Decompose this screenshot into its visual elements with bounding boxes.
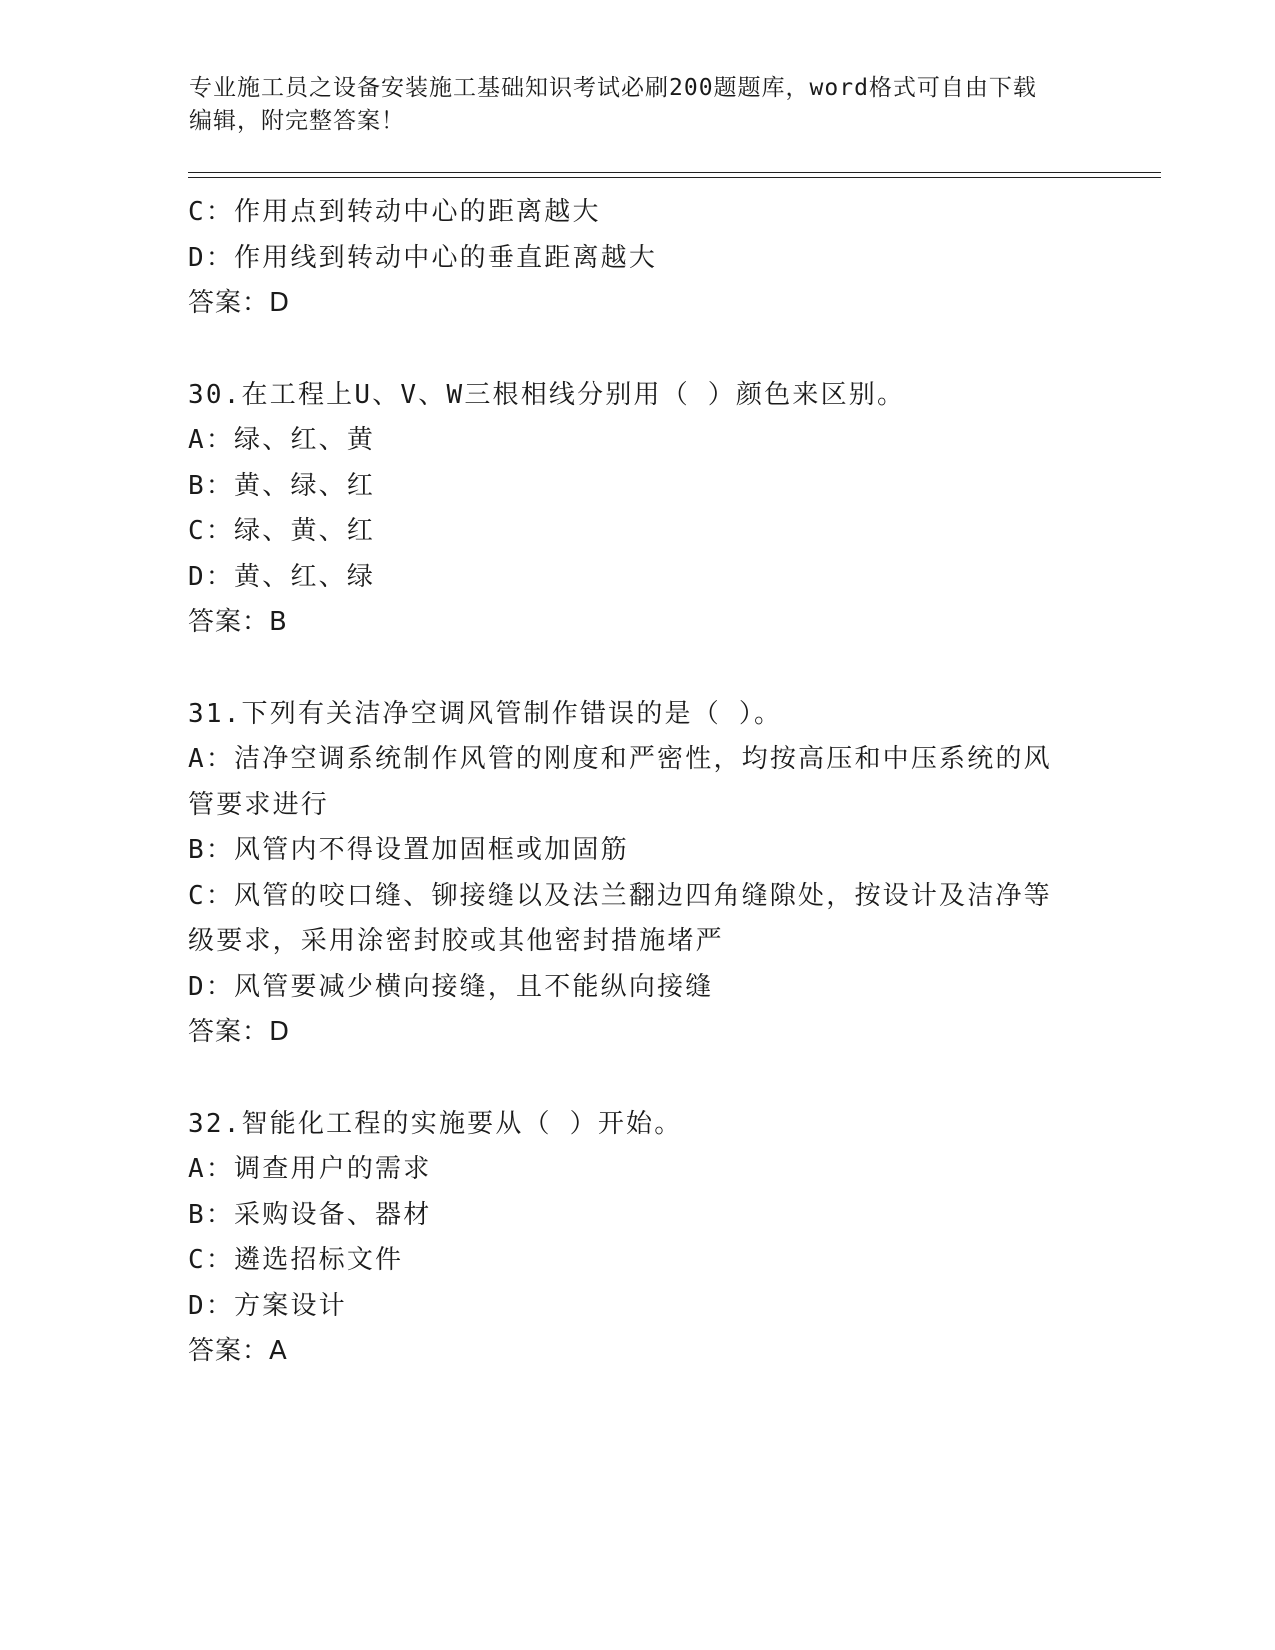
option-c: C：作用点到转动中心的距离越大 [188,197,601,227]
question-30 [188,373,1088,646]
option-a-continued: 管要求进行 [188,789,330,820]
answer: 答案：D [188,288,291,318]
question-32 [188,1102,1088,1375]
option-a: A：洁净空调系统制作风管的刚度和严密性，均按高压和中压系统的风 [188,744,1052,774]
option-a: A：绿、红、黄 [188,425,376,455]
option-c: C：绿、黄、红 [188,516,376,546]
option-c: C：风管的咬口缝、铆接缝以及法兰翻边四角缝隙处，按设计及洁净等 [188,880,1052,911]
option-a: A：调查用户的需求 [188,1154,432,1184]
header-title-line-2: 编辑，附完整答案！ [189,108,405,134]
question-stem: 31.下列有关洁净空调风管制作错误的是（ ）。 [188,698,783,729]
answer: 答案：B [188,607,288,637]
header-rule-bottom [188,177,1161,178]
option-b: B：风管内不得设置加固框或加固筋 [188,835,629,865]
answer: 答案：D [188,1017,291,1047]
option-b: B：采购设备、器材 [188,1199,432,1230]
header-rule-top [188,172,1161,173]
option-c: C：遴选招标文件 [188,1245,404,1275]
question-29-tail [188,190,1088,327]
option-d: D：风管要减少横向接缝，且不能纵向接缝 [188,971,714,1002]
question-stem: 30.在工程上U、V、W三根相线分别用（ ）颜色来区别。 [188,379,906,410]
option-d: D：作用线到转动中心的垂直距离越大 [188,242,658,273]
option-b: B：黄、绿、红 [188,470,376,501]
option-c-continued: 级要求，采用涂密封胶或其他密封措施堵严 [188,926,724,956]
question-stem: 32.智能化工程的实施要从（ ）开始。 [188,1108,683,1139]
answer: 答案：A [188,1336,288,1366]
option-d: D：黄、红、绿 [188,561,376,592]
question-31 [188,692,1088,1056]
document-header [189,72,1089,138]
question-content [188,190,1088,1375]
header-title-line-1: 专业施工员之设备安装施工基础知识考试必刷200题题库，word格式可自由下载 [189,75,1037,101]
option-d: D：方案设计 [188,1290,347,1321]
